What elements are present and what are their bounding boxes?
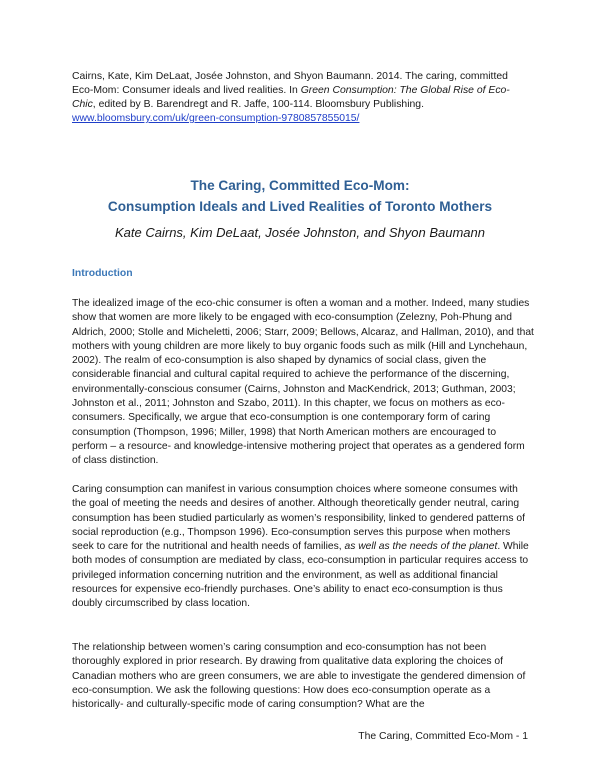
paragraph-2 xyxy=(72,483,534,612)
citation-block xyxy=(72,70,532,126)
paper-title-line1: The Caring, Committed Eco-Mom: xyxy=(190,178,410,193)
citation-text: Cairns, Kate, Kim DeLaat, Josée Johnston, and Shyon Baumann. 2014. The caring, committed Eco-Mom: Consumer ideals and lived realities. In xyxy=(72,71,508,96)
citation-book-title: Green Consumption: The Global Rise of Eco-Chic xyxy=(72,85,510,110)
paragraph-2-text-a: Caring consumption can manifest in various consumption choices where someone consumes with the goal of meeting the needs and desires of another. Although theoretically gender neutral, caring consumption has been studied particularly as women’s responsibility, linked to gendered patterns of social reproduction (e.g., Thompson 1996). Eco-consumption serves this purpose when mothers seek to care for the nutritional and health needs of families, xyxy=(72,484,525,553)
paragraph-1: The idealized image of the eco-chic consumer is often a woman and a mother. Indeed, many studies show that women are more likely to be engaged with eco-consumption (Zelezny, Poh-Phung and Aldrich, 2000; Stolle and Micheletti, 2006; Starr, 2009; Bellows, Alcaraz, and Hallman, 2010), and that mothers with young children are more likely to buy organic foods such as milk (Hill and Lynchehaun, 2002). The realm of eco-consumption is also shaped by dynamics of social class, given the considerable financial and cultural capital required to achieve the performance of the discerning, environmentally-conscious consumer (Cairns, Johnston and MacKendrick, 2013; Guthman, 2003; Johnston et al., 2011; Johnston and Szabo, 2011). In this chapter, we focus on mothers as eco-consumers. Specifically, we argue that eco-consumption is one contemporary form of caring consumption (Thompson, 1996; Miller, 1998) that North American mothers are encouraged to perform – a resource- and knowledge-intensive mothering project that operates as a gendered form of class distinction. xyxy=(72,298,534,467)
section-heading-introduction: Introduction xyxy=(72,268,133,279)
page-footer: The Caring, Committed Eco-Mom - 1 xyxy=(358,731,528,742)
paragraph-3: The relationship between women’s caring consumption and eco-consumption has not been thoroughly explored in prior research. By drawing from qualitative data exploring the choices of Canadian mothers who are green consumers, we are able to investigate the gendered dimension of eco-consumption. We ask the following questions: How does eco-consumption operate as a historically- and culturally-specific mode of caring consumption? What are the xyxy=(72,642,526,711)
paper-title xyxy=(0,175,600,217)
citation-url-link[interactable]: www.bloomsbury.com/uk/green-consumption-9780857855015/ xyxy=(72,113,360,124)
paragraph-2-emphasis: as well as the needs of the planet xyxy=(344,541,498,553)
paragraph-2-text-b: . While both modes of consumption are mediated by class, eco-consumption in particular requires access to privileged information concerning nutrition and the environment, as well as additional financial resources for expensive eco-friendly purchases. One’s ability to enact eco-consumption is thus doubly circumscribed by class location. xyxy=(72,541,529,610)
authors-line: Kate Cairns, Kim DeLaat, Josée Johnston, and Shyon Baumann xyxy=(115,225,485,240)
citation-text-end: , edited by B. Barendregt and R. Jaffe, 100-114. Bloomsbury Publishing. xyxy=(92,99,424,110)
paper-title-line2: Consumption Ideals and Lived Realities of Toronto Mothers xyxy=(107,199,493,214)
